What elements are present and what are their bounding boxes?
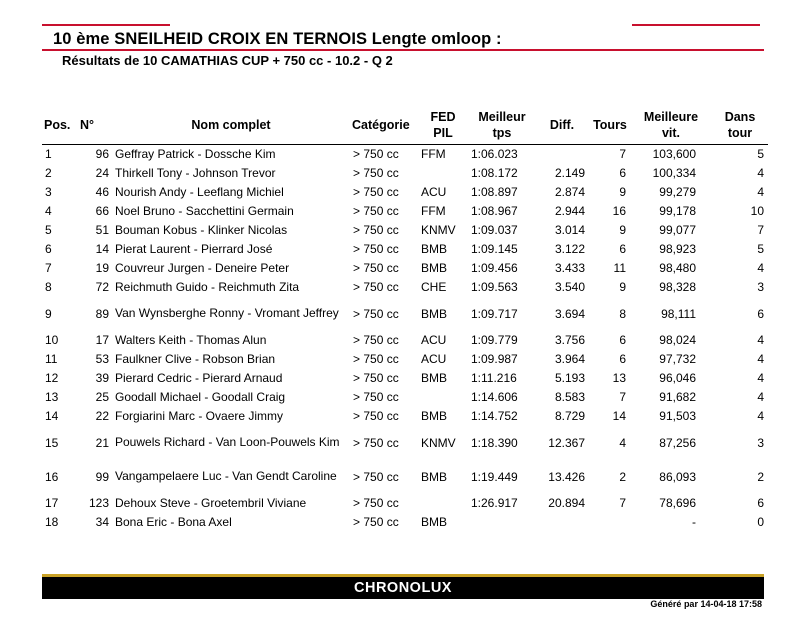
cell-num: 21 (95, 435, 109, 450)
cell-diff: 8.583 (554, 390, 585, 404)
cell-laps: 6 (619, 166, 626, 180)
cell-num: 22 (95, 409, 109, 423)
cell-best-time: 1:09.456 (471, 261, 518, 275)
page-subtitle: Résultats de 10 CAMATHIAS CUP + 750 cc - 10.2 - Q 2 (62, 53, 393, 68)
table-row (42, 164, 768, 183)
cell-pos: 10 (45, 333, 59, 347)
cell-category: > 750 cc (353, 435, 399, 450)
cell-in-lap: 3 (757, 280, 764, 294)
cell-fed: ACU (421, 333, 447, 347)
cell-name: Reichmuth Guido - Reichmuth Zita (115, 280, 300, 294)
col-header-best-time (468, 106, 536, 144)
cell-name: Walters Keith - Thomas Alun (115, 333, 267, 347)
cell-category: > 750 cc (353, 409, 399, 423)
cell-name: Van Wynsberghe Ronny - Vromant Jeffrey (115, 306, 339, 320)
cell-diff: 3.694 (554, 306, 585, 321)
col-header-fed-line1: FED (430, 109, 456, 124)
table-header-row (42, 106, 768, 144)
cell-best-speed: - (692, 515, 696, 529)
cell-category: > 750 cc (353, 390, 399, 404)
cell-in-lap: 4 (757, 185, 764, 199)
cell-pos: 2 (45, 166, 52, 180)
table-row (42, 221, 768, 240)
cell-best-time: 1:09.037 (471, 223, 518, 237)
cell-pos: 1 (45, 147, 52, 161)
cell-num: 89 (95, 306, 109, 321)
cell-num: 66 (95, 204, 109, 218)
cell-diff: 2.944 (554, 204, 585, 218)
cell-laps: 4 (619, 435, 626, 450)
cell-num: 17 (95, 333, 109, 347)
cell-best-speed: 96,046 (659, 371, 696, 385)
cell-in-lap: 4 (757, 261, 764, 275)
cell-category: > 750 cc (353, 515, 399, 529)
cell-in-lap: 10 (750, 204, 764, 218)
cell-num: 25 (95, 390, 109, 404)
cell-in-lap: 6 (757, 306, 764, 321)
cell-best-speed: 99,178 (659, 204, 696, 218)
cell-name: Noel Bruno - Sacchettini Germain (115, 204, 294, 218)
cell-diff: 3.964 (554, 352, 585, 366)
table-row (42, 331, 768, 350)
cell-laps: 9 (619, 185, 626, 199)
cell-category: > 750 cc (353, 469, 399, 484)
cell-category: > 750 cc (353, 223, 399, 237)
cell-laps: 9 (619, 280, 626, 294)
cell-num: 51 (95, 223, 109, 237)
cell-pos: 8 (45, 280, 52, 294)
cell-in-lap: 4 (757, 371, 764, 385)
cell-fed: BMB (421, 515, 448, 529)
cell-fed: BMB (421, 409, 448, 423)
cell-category: > 750 cc (353, 371, 399, 385)
col-header-dans-line2: tour (727, 125, 753, 140)
cell-name: Forgiarini Marc - Ovaere Jimmy (115, 409, 284, 423)
cell-fed: KNMV (421, 435, 456, 450)
footer-brand: CHRONOLUX (354, 580, 452, 596)
cell-best-time: 1:11.216 (471, 371, 517, 385)
cell-pos: 16 (45, 469, 59, 484)
cell-best-time: 1:09.145 (471, 242, 518, 256)
cell-best-speed: 103,600 (652, 147, 696, 161)
cell-diff (536, 513, 588, 532)
col-header-tps-line2: tps (492, 125, 512, 140)
cell-name: Goodall Michael - Goodall Craig (115, 390, 286, 404)
cell-laps: 6 (619, 333, 626, 347)
cell-fed: BMB (421, 371, 448, 385)
cell-laps: 7 (619, 390, 626, 404)
col-header-in-lap (710, 106, 768, 144)
cell-in-lap: 7 (757, 223, 764, 237)
cell-best-time: 1:09.987 (471, 352, 518, 366)
cell-best-time: 1:14.606 (471, 390, 518, 404)
generated-timestamp: Généré par 14-04-18 17:58 (650, 599, 762, 609)
table-row (42, 202, 768, 221)
cell-name: Bouman Kobus - Klinker Nicolas (115, 223, 288, 237)
top-rule-left (42, 24, 170, 26)
cell-diff (536, 144, 588, 164)
cell-category: > 750 cc (353, 204, 399, 218)
cell-num: 24 (95, 166, 109, 180)
cell-category: > 750 cc (353, 333, 399, 347)
cell-in-lap: 4 (757, 390, 764, 404)
cell-best-time: 1:18.390 (471, 435, 518, 450)
col-header-category: Catégorie (352, 117, 410, 132)
cell-best-speed: 86,093 (659, 469, 696, 484)
cell-laps: 2 (619, 469, 626, 484)
table-row (42, 350, 768, 369)
cell-name: Bona Eric - Bona Axel (115, 515, 232, 529)
page-title: 10 ème SNEILHEID CROIX EN TERNOIS Lengte omloop : (53, 30, 502, 48)
cell-diff: 3.433 (554, 261, 585, 275)
cell-category: > 750 cc (353, 261, 399, 275)
cell-diff: 2.149 (554, 166, 585, 180)
cell-best-speed: 100,334 (652, 166, 696, 180)
table-row (42, 278, 768, 297)
col-header-fed (418, 106, 468, 144)
cell-fed: BMB (421, 306, 448, 321)
cell-laps: 7 (619, 147, 626, 161)
cell-num: 34 (95, 515, 109, 529)
cell-diff: 20.894 (548, 496, 585, 510)
cell-best-speed: 78,696 (659, 496, 696, 510)
cell-best-time: 1:08.172 (471, 166, 518, 180)
cell-name: Nourish Andy - Leeflang Michiel (115, 185, 284, 199)
cell-in-lap: 3 (757, 435, 764, 450)
cell-diff: 8.729 (554, 409, 585, 423)
cell-fed: KNMV (421, 223, 456, 237)
table-row (42, 407, 768, 426)
cell-in-lap: 4 (757, 333, 764, 347)
results-table (42, 106, 768, 532)
cell-in-lap: 5 (757, 147, 764, 161)
cell-best-speed: 98,480 (659, 261, 696, 275)
cell-name: Faulkner Clive - Robson Brian (115, 352, 276, 366)
cell-pos: 5 (45, 223, 52, 237)
cell-laps: 9 (619, 223, 626, 237)
cell-num: 14 (95, 242, 109, 256)
cell-fed: ACU (421, 352, 447, 366)
cell-in-lap: 4 (757, 166, 764, 180)
cell-best-speed: 91,503 (659, 409, 696, 423)
cell-laps: 6 (619, 242, 626, 256)
cell-best-time (468, 513, 536, 532)
cell-diff: 13.426 (548, 469, 585, 484)
cell-best-time: 1:09.779 (471, 333, 518, 347)
cell-fed: BMB (421, 242, 448, 256)
cell-laps (588, 513, 630, 532)
cell-best-speed: 91,682 (659, 390, 696, 404)
cell-pos: 4 (45, 204, 52, 218)
cell-laps: 6 (619, 352, 626, 366)
cell-num: 46 (95, 185, 109, 199)
table-row (42, 513, 768, 532)
cell-diff: 2.874 (554, 185, 585, 199)
cell-name: Couvreur Jurgen - Deneire Peter (115, 261, 290, 275)
cell-category: > 750 cc (353, 280, 399, 294)
cell-fed (418, 388, 468, 407)
cell-pos: 17 (45, 496, 59, 510)
cell-num: 39 (95, 371, 109, 385)
cell-pos: 15 (45, 435, 59, 450)
cell-best-time: 1:14.752 (471, 409, 518, 423)
table-row (42, 144, 768, 164)
cell-best-time: 1:26.917 (471, 496, 518, 510)
cell-in-lap: 2 (757, 469, 764, 484)
table-row (42, 426, 768, 460)
cell-best-time: 1:08.897 (471, 185, 518, 199)
cell-pos: 3 (45, 185, 52, 199)
cell-best-speed: 98,328 (659, 280, 696, 294)
cell-best-time: 1:19.449 (471, 469, 518, 484)
col-header-best-speed (630, 106, 710, 144)
col-header-laps: Tours (593, 117, 627, 132)
cell-diff: 3.756 (554, 333, 585, 347)
table-row (42, 388, 768, 407)
cell-best-speed: 99,077 (659, 223, 696, 237)
cell-num: 19 (95, 261, 109, 275)
table-row (42, 460, 768, 494)
cell-name: Pierard Cedric - Pierard Arnaud (115, 371, 283, 385)
cell-best-speed: 87,256 (659, 435, 696, 450)
cell-category: > 750 cc (353, 352, 399, 366)
cell-fed (418, 164, 468, 183)
cell-diff: 5.193 (554, 371, 585, 385)
col-header-vit-line2: vit. (661, 125, 681, 140)
cell-name: Geffray Patrick - Dossche Kim (115, 147, 276, 161)
cell-category: > 750 cc (353, 147, 399, 161)
title-divider (42, 49, 764, 51)
cell-fed: FFM (421, 204, 446, 218)
cell-best-time: 1:09.563 (471, 280, 518, 294)
cell-pos: 7 (45, 261, 52, 275)
table-row (42, 369, 768, 388)
table-row (42, 259, 768, 278)
cell-fed: CHE (421, 280, 447, 294)
cell-laps: 13 (612, 371, 626, 385)
cell-category: > 750 cc (353, 496, 399, 510)
col-header-dans-line1: Dans (724, 109, 756, 124)
cell-pos: 12 (45, 371, 59, 385)
results-body (42, 144, 768, 532)
col-header-diff: Diff. (549, 117, 575, 132)
table-row (42, 494, 768, 513)
cell-num: 53 (95, 352, 109, 366)
cell-name: Pouwels Richard - Van Loon-Pouwels Kim (115, 435, 340, 449)
cell-best-time: 1:09.717 (471, 306, 518, 321)
table-row (42, 183, 768, 202)
col-header-num: N° (80, 117, 95, 132)
cell-in-lap: 4 (757, 409, 764, 423)
cell-best-speed: 99,279 (659, 185, 696, 199)
col-header-pos: Pos. (44, 117, 71, 132)
cell-laps: 8 (619, 306, 626, 321)
cell-category: > 750 cc (353, 306, 399, 321)
cell-num: 72 (95, 280, 109, 294)
cell-laps: 11 (613, 261, 626, 275)
cell-diff: 3.122 (554, 242, 585, 256)
cell-best-speed: 98,024 (659, 333, 696, 347)
cell-pos: 11 (45, 352, 58, 366)
table-row (42, 297, 768, 331)
cell-laps: 14 (612, 409, 626, 423)
cell-in-lap: 5 (757, 242, 764, 256)
cell-name: Dehoux Steve - Groetembril Viviane (115, 496, 307, 510)
col-header-vit-line1: Meilleure (643, 109, 699, 124)
cell-name: Pierat Laurent - Pierrard José (115, 242, 273, 256)
cell-laps: 7 (619, 496, 626, 510)
table-row (42, 240, 768, 259)
cell-pos: 9 (45, 306, 52, 321)
cell-best-time: 1:08.967 (471, 204, 518, 218)
cell-best-speed: 98,111 (661, 306, 696, 321)
cell-best-time: 1:06.023 (471, 147, 518, 161)
footer-brand-band (42, 574, 764, 599)
cell-diff: 3.014 (554, 223, 585, 237)
cell-category: > 750 cc (353, 166, 399, 180)
col-header-fed-line2: PIL (433, 125, 453, 140)
cell-fed: ACU (421, 185, 447, 199)
cell-diff: 12.367 (548, 435, 585, 450)
cell-in-lap: 6 (757, 496, 764, 510)
cell-diff: 3.540 (554, 280, 585, 294)
top-rule-right (632, 24, 760, 26)
cell-fed: BMB (421, 469, 448, 484)
cell-name: Thirkell Tony - Johnson Trevor (115, 166, 276, 180)
cell-in-lap: 4 (757, 352, 764, 366)
cell-category: > 750 cc (353, 242, 399, 256)
cell-best-speed: 97,732 (659, 352, 696, 366)
cell-laps: 16 (612, 204, 626, 218)
cell-pos: 6 (45, 242, 52, 256)
cell-fed: BMB (421, 261, 448, 275)
cell-in-lap: 0 (757, 515, 764, 529)
cell-best-speed: 98,923 (659, 242, 696, 256)
cell-num: 123 (88, 496, 109, 510)
col-header-name: Nom complet (191, 117, 271, 132)
cell-fed (418, 494, 468, 513)
cell-fed: FFM (421, 147, 446, 161)
cell-category: > 750 cc (353, 185, 399, 199)
cell-name: Vangampelaere Luc - Van Gendt Caroline (115, 469, 337, 483)
cell-pos: 14 (45, 409, 59, 423)
cell-num: 99 (95, 469, 109, 484)
cell-pos: 18 (45, 515, 59, 529)
cell-num: 96 (95, 147, 109, 161)
col-header-tps-line1: Meilleur (478, 109, 526, 124)
cell-pos: 13 (45, 390, 59, 404)
